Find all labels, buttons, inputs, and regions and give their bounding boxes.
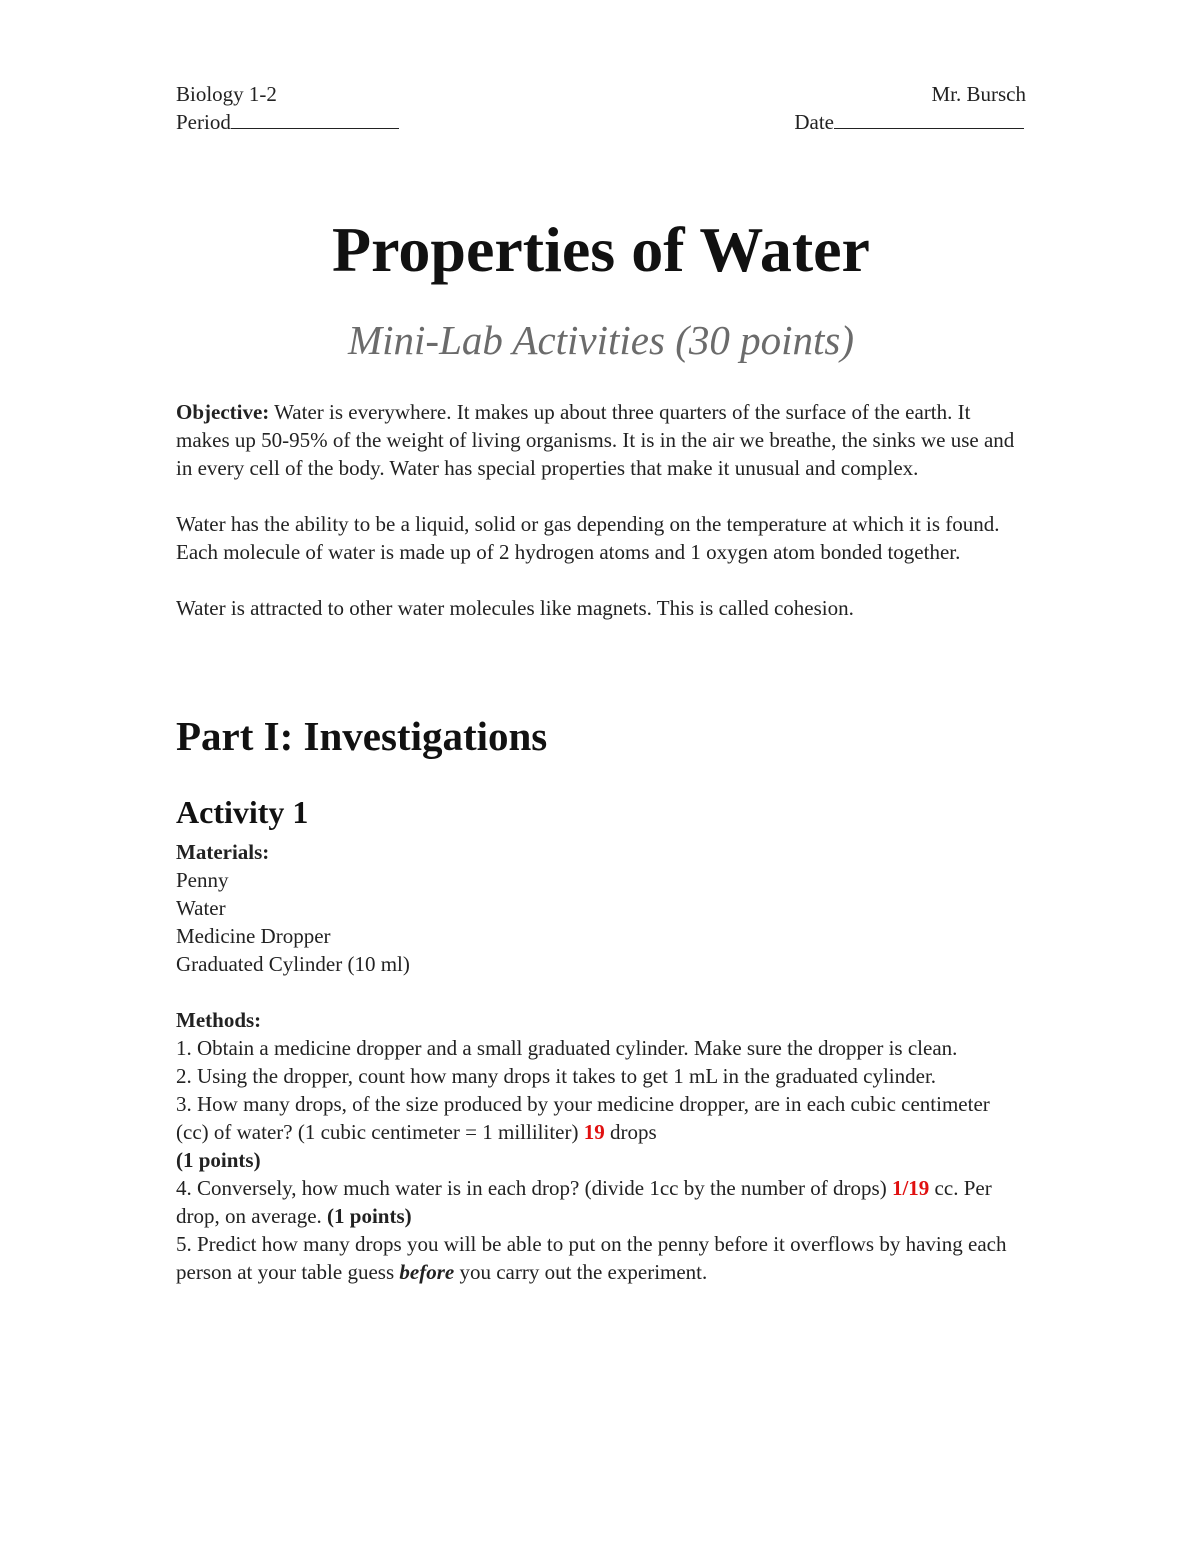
period-label: Period [176, 110, 231, 134]
objective-paragraph [176, 398, 1026, 482]
material-item: Water [176, 896, 226, 920]
teacher-name: Mr. Bursch [931, 82, 1026, 106]
objective-text: Water is everywhere. It makes up about three quarters of the surface of the earth. It makes up 50-95% of the weight of living organisms. It is in the air we breathe, the sinks we use and in every cell of the body. Water has special properties that make it unusual and complex. [176, 400, 1015, 480]
step3-answer: 19 [583, 1120, 605, 1144]
intro-paragraph-3: Water is attracted to other water molecules like magnets. This is called cohesion. [176, 596, 854, 620]
step5-text-b: you carry out the experiment. [454, 1260, 708, 1284]
step5-text-a: 5. Predict how many drops you will be able to put on the penny before it overflows by having each person at your table guess [176, 1232, 1007, 1284]
step4-points: (1 points) [327, 1204, 412, 1228]
page-subtitle: Mini-Lab Activities (30 points) [348, 317, 854, 363]
page-title: Properties of Water [332, 214, 870, 285]
step3-text: 3. How many drops, of the size produced by your medicine dropper, are in each cubic centimeter (cc) of water? (1 cubic centimeter = 1 milliliter) [176, 1092, 990, 1144]
material-item: Penny [176, 868, 229, 892]
header-row-2 [176, 108, 1026, 136]
activity-heading: Activity 1 [176, 794, 309, 830]
method-step-5 [176, 1230, 1026, 1286]
method-step-3 [176, 1090, 1026, 1146]
method-step-4 [176, 1174, 1026, 1230]
step3-unit: drops [604, 1120, 657, 1144]
period-field [176, 108, 399, 136]
step4-text: 4. Conversely, how much water is in each drop? (divide 1cc by the number of drops) [176, 1176, 892, 1200]
date-field [794, 108, 1024, 136]
course-name: Biology 1-2 [176, 82, 277, 106]
worksheet-page [176, 80, 1026, 1286]
method-step-1: 1. Obtain a medicine dropper and a small graduated cylinder. Make sure the dropper is clean. [176, 1036, 958, 1060]
header-row-1 [176, 80, 1026, 108]
objective-label: Objective: [176, 400, 270, 424]
intro-paragraph-2: Water has the ability to be a liquid, solid or gas depending on the temperature at which it is found. Each molecule of water is made up of 2 hydrogen atoms and 1 oxygen atom bonded together. [176, 512, 1000, 564]
material-item: Graduated Cylinder (10 ml) [176, 952, 410, 976]
method-step-2: 2. Using the dropper, count how many drops it takes to get 1 mL in the graduated cylinder. [176, 1064, 937, 1088]
step3-points: (1 points) [176, 1148, 261, 1172]
period-blank [231, 110, 399, 129]
methods-label: Methods: [176, 1008, 262, 1032]
material-item: Medicine Dropper [176, 924, 331, 948]
part-heading: Part I: Investigations [176, 713, 548, 759]
step5-emphasis: before [399, 1260, 455, 1284]
step4-answer: 1/19 [891, 1176, 930, 1200]
date-label: Date [794, 110, 834, 134]
step4-tail: cc. Per drop, on average. [176, 1176, 992, 1228]
materials-label: Materials: [176, 840, 270, 864]
date-blank [834, 110, 1024, 129]
